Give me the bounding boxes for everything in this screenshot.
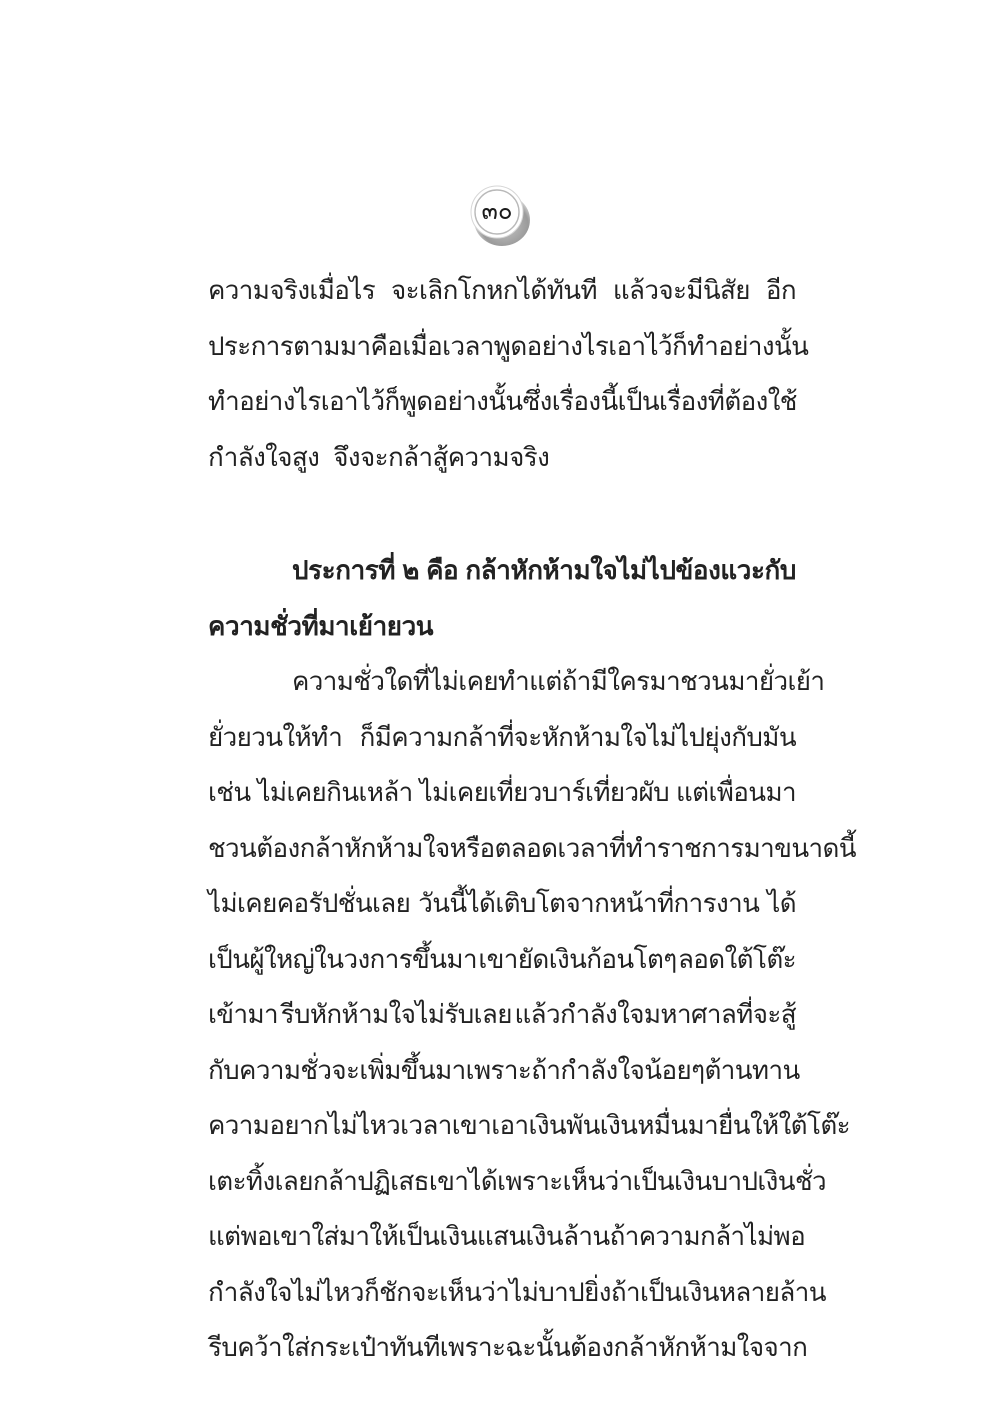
section-heading [208,544,796,655]
text-line: กำลังใจสูง จึงจะกล้าสู้ความจริง [208,442,550,473]
text-line: รีบคว้าใส่กระเป๋าทันที เพราะฉะนั้นต้องกล้าหักห้ามใจจาก [208,1333,808,1363]
text-line: เตะทิ้งเลย กล้าปฏิเสธเขาได้ เพราะเห็นว่าเป็นเงินบาป เงินชั่ว [208,1166,826,1197]
text-line: ไม่เคยคอรัปชั่นเลย วันนี้ได้เติบโตจากหน้าที่การงาน ได้ [208,889,796,919]
text-line: แต่พอเขาใส่มาให้เป็นเงินแสนเงินล้าน ถ้าความกล้าไม่พอ [208,1222,806,1252]
text-line: เป็นผู้ใหญ่ในวงการขึ้นมา เขายัดเงินก้อนโตๆ ลอดใต้โต๊ะ [208,944,796,975]
text-line: กำลังใจไม่ไหว ก็ชักจะเห็นว่าไม่บาป ยิ่งถ้าเป็นเงินหลายล้าน [208,1277,826,1308]
paragraph-1 [208,264,809,486]
paragraph-2 [208,655,856,1377]
text-line: เช่น ไม่เคยกินเหล้า ไม่เคยเที่ยวบาร์เที่ยวผับ แต่เพื่อนมา [208,778,796,808]
page-body [208,264,856,1377]
heading-line: ความชั่วที่มาเย้ายวน [208,611,434,642]
text-line: ประการตามมา คือเมื่อเวลาพูดอย่างไรเอาไว้ ก็ทำอย่างนั้น [208,331,809,362]
text-line: ทำอย่างไรเอาไว้ ก็พูดอย่างนั้น ซึ่งเรื่องนี้เป็นเรื่องที่ต้องใช้ [208,387,797,417]
text-line: ชวนต้องกล้าหักห้ามใจ หรือตลอดเวลาที่ทำราชการมาขนาดนี้ [208,833,856,864]
heading-line: ประการที่ ๒ คือ กล้าหักห้ามใจไม่ไปข้องแวะกับ [292,556,796,586]
text-line: ความจริงเมื่อไร จะเลิกโกหกได้ทันที แล้วจะมีนิสัย อีก [208,276,796,306]
text-line: ยั่วยวนให้ทำ ก็มีความกล้าที่จะหักห้ามใจไม่ไปยุ่งกับมัน [208,722,796,753]
text-line: เข้ามา รีบหักห้ามใจไม่รับเลย แล้วกำลังใจมหาศาลที่จะสู้ [208,1000,796,1030]
page-number-badge [466,182,532,248]
text-line: ความอยากไม่ไหว เวลาเขาเอาเงินพันเงินหมื่นมายื่นให้ใต้โต๊ะ [208,1111,850,1141]
text-line: กับความชั่วจะเพิ่มขึ้นมา เพราะถ้ากำลังใจน้อยๆ ต้านทาน [208,1055,800,1086]
page-number: ๓๐ [481,197,513,225]
text-line: ความชั่วใดที่ไม่เคยทำ แต่ถ้ามีใครมาชวน มายั่วเย้า [292,667,825,697]
